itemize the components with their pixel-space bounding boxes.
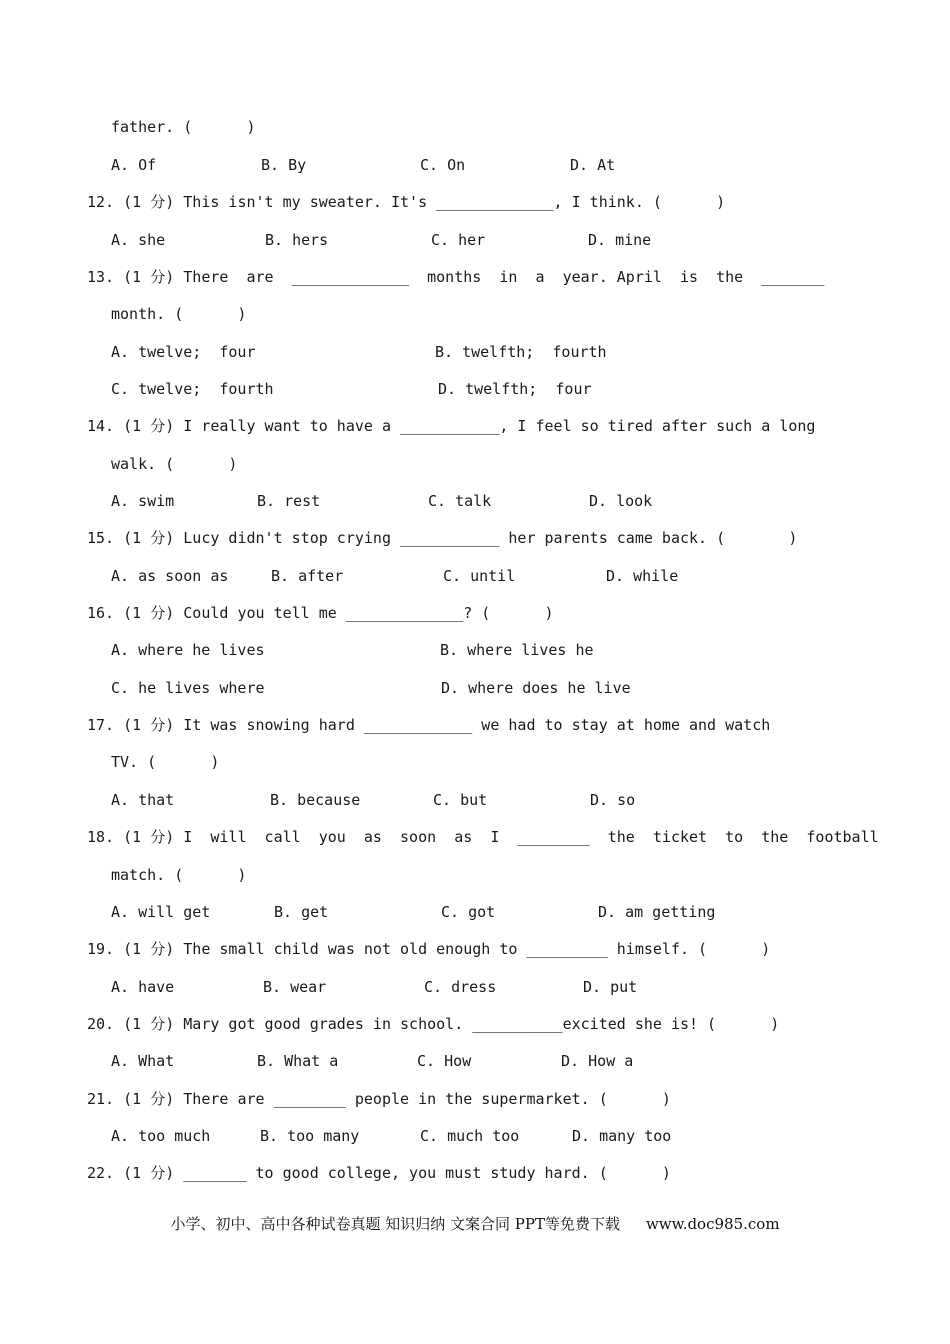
option-text: D. mine bbox=[588, 231, 652, 249]
option-text: C. but bbox=[433, 791, 488, 809]
option-text: A. will get bbox=[111, 903, 211, 921]
option-text: C. talk bbox=[428, 492, 492, 510]
option-text: A. swim bbox=[111, 492, 175, 510]
option-text: A. have bbox=[111, 978, 175, 996]
option-text: D. look bbox=[589, 492, 653, 510]
option-text: A. What bbox=[111, 1052, 175, 1070]
option-text: B. rest bbox=[257, 492, 321, 510]
question-line: 22. (1 分) _______ to good college, you must study hard. ( ) bbox=[87, 1164, 671, 1182]
option-text: A. Of bbox=[111, 156, 157, 174]
question-line: father. ( ) bbox=[111, 118, 256, 136]
footer-text: 小学、初中、高中各种试卷真题 知识归纳 文案合同 PPT等免费下载 bbox=[170, 1215, 620, 1233]
option-text: A. as soon as bbox=[111, 567, 229, 585]
question-line: 19. (1 分) The small child was not old enough to _________ himself. ( ) bbox=[87, 940, 771, 958]
page-footer bbox=[0, 1213, 950, 1234]
question-line: 16. (1 分) Could you tell me _____________? ( ) bbox=[87, 604, 554, 622]
question-line: walk. ( ) bbox=[111, 455, 238, 473]
option-text: B. too many bbox=[260, 1127, 360, 1145]
option-text: C. dress bbox=[424, 978, 497, 996]
question-line: match. ( ) bbox=[111, 866, 247, 884]
option-text: C. On bbox=[420, 156, 466, 174]
option-text: D. while bbox=[606, 567, 679, 585]
option-text: B. twelfth; fourth bbox=[435, 343, 607, 361]
question-line: 17. (1 分) It was snowing hard ____________ we had to stay at home and watch bbox=[87, 716, 771, 734]
question-line: 18. (1 分) I will call you as soon as I ________ the ticket to the football bbox=[87, 828, 879, 846]
option-text: B. By bbox=[261, 156, 307, 174]
option-text: D. At bbox=[570, 156, 616, 174]
option-text: C. her bbox=[431, 231, 486, 249]
option-text: C. much too bbox=[420, 1127, 520, 1145]
question-line: 13. (1 分) There are _____________ months in a year. April is the _______ bbox=[87, 268, 825, 286]
option-text: A. that bbox=[111, 791, 175, 809]
option-text: D. am getting bbox=[598, 903, 716, 921]
option-text: B. after bbox=[271, 567, 344, 585]
option-text: D. twelfth; four bbox=[438, 380, 592, 398]
option-text: A. where he lives bbox=[111, 641, 265, 659]
option-text: C. got bbox=[441, 903, 496, 921]
question-line: 20. (1 分) Mary got good grades in school. __________excited she is! ( ) bbox=[87, 1015, 780, 1033]
option-text: B. What a bbox=[257, 1052, 339, 1070]
option-text: D. put bbox=[583, 978, 638, 996]
option-text: C. How bbox=[417, 1052, 472, 1070]
option-text: C. until bbox=[443, 567, 516, 585]
option-text: A. twelve; four bbox=[111, 343, 256, 361]
option-text: D. How a bbox=[561, 1052, 634, 1070]
question-line: 14. (1 分) I really want to have a ___________, I feel so tired after such a long bbox=[87, 417, 816, 435]
option-text: B. because bbox=[270, 791, 361, 809]
option-text: D. where does he live bbox=[441, 679, 631, 697]
option-text: C. he lives where bbox=[111, 679, 265, 697]
option-text: D. many too bbox=[572, 1127, 672, 1145]
option-text: B. get bbox=[274, 903, 329, 921]
question-line: 21. (1 分) There are ________ people in the supermarket. ( ) bbox=[87, 1090, 671, 1108]
question-line: 15. (1 分) Lucy didn't stop crying ___________ her parents came back. ( ) bbox=[87, 529, 798, 547]
question-line: 12. (1 分) This isn't my sweater. It's _____________, I think. ( ) bbox=[87, 193, 726, 211]
option-text: B. where lives he bbox=[440, 641, 594, 659]
option-text: B. hers bbox=[265, 231, 329, 249]
option-text: A. she bbox=[111, 231, 166, 249]
option-text: C. twelve; fourth bbox=[111, 380, 274, 398]
option-text: A. too much bbox=[111, 1127, 211, 1145]
question-line: month. ( ) bbox=[111, 305, 247, 323]
option-text: B. wear bbox=[263, 978, 327, 996]
option-text: D. so bbox=[590, 791, 636, 809]
question-line: TV. ( ) bbox=[111, 753, 220, 771]
footer-url[interactable]: www.doc985.com bbox=[645, 1215, 780, 1233]
